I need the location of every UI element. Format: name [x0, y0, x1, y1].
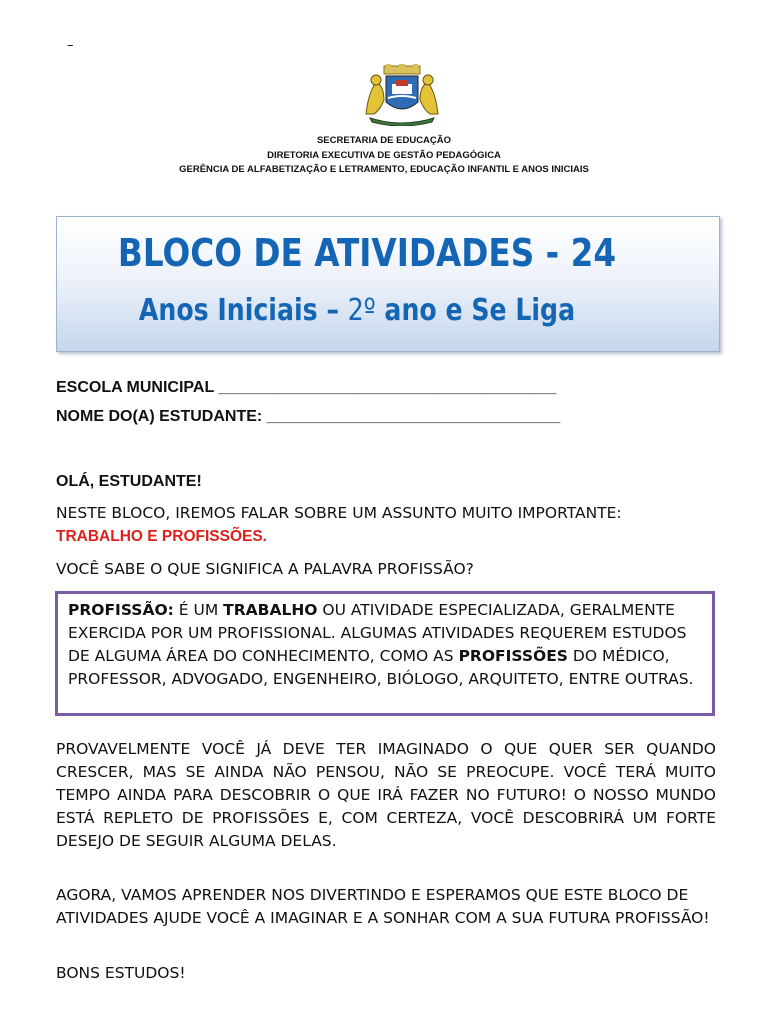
directorate-line: DIRETORIA EXECUTIVA DE GESTÃO PEDAGÓGICA: [267, 149, 501, 161]
topic-highlight: TRABALHO E PROFISSÕES.: [56, 528, 267, 545]
municipal-seal-logo: [362, 64, 442, 126]
definition-box: [55, 591, 715, 716]
definition-part1: É UM: [173, 601, 224, 619]
definition-term: PROFISSÃO:: [68, 601, 174, 619]
management-line: GERÊNCIA DE ALFABETIZAÇÃO E LETRAMENTO, EDUCAÇÃO INFANTIL E ANOS INICIAIS: [179, 164, 589, 175]
paragraph-future: PROVAVELMENTE VOCÊ JÁ DEVE TER IMAGINADO O QUE QUER SER QUANDO CRESCER, MAS SE AINDA NÃO PENSOU, NÃO SE PREOCUPE. VOCÊ TERÁ MUITO TEMPO AINDA PARA DESCOBRIR O QUE IRÁ FAZER NO FUTURO! O NOSSO MUNDO ESTÁ REPLETO DE PROFISSÕES E, COM CERTEZA, VOCÊ DESCOBRIRÁ UM FORTE DESEJO DE SEGUIR ALGUMA DELAS.: [56, 740, 716, 850]
grade-subtitle: [105, 293, 609, 328]
definition-part2: OU ATIVIDADE ESPECIALIZADA, GERALMENTE EXERCIDA POR UM PROFISSIONAL. ALGUMAS ATIVIDADES REQUEREM ESTUDOS DE ALGUMA ÁREA DO CONHECIMENTO, COMO AS: [68, 601, 687, 665]
intro-paragraph: [56, 502, 716, 548]
paragraph-learning: AGORA, VAMOS APRENDER NOS DIVERTINDO E ESPERAMOS QUE ESTE BLOCO DE ATIVIDADES AJUDE VOCÊ A IMAGINAR E A SONHAR COM A SUA FUTURA PROFISSÃO!: [56, 886, 710, 927]
page-mark: –: [67, 38, 74, 53]
activity-block-title: BLOCO DE ATIVIDADES - 24: [117, 231, 617, 275]
definition-part3: DO MÉDICO, PROFESSOR, ADVOGADO, ENGENHEIRO, BIÓLOGO, ARQUITETO, ENTRE OUTRAS.: [68, 647, 694, 688]
definition-professions: PROFISSÕES: [458, 647, 568, 665]
closing-text: BONS ESTUDOS!: [56, 964, 186, 982]
secretariat-line: SECRETARIA DE EDUCAÇÃO: [316, 135, 452, 146]
question: VOCÊ SABE O QUE SIGNIFICA A PALAVRA PROFISSÃO?: [56, 560, 474, 578]
greeting: OLÁ, ESTUDANTE!: [56, 473, 202, 490]
institution-header: [0, 134, 768, 178]
subtitle-part-c: ano e Se Liga: [375, 293, 576, 328]
subtitle-part-a: Anos Iniciais –: [138, 293, 348, 328]
subtitle-grade: 2º: [347, 293, 376, 328]
definition-work: TRABALHO: [223, 601, 318, 619]
title-banner: [56, 216, 720, 352]
school-field[interactable]: ESCOLA MUNICIPAL ______________________________________: [56, 379, 557, 396]
intro-text: NESTE BLOCO, IREMOS FALAR SOBRE UM ASSUNTO MUITO IMPORTANTE:: [56, 504, 622, 522]
student-name-field[interactable]: NOME DO(A) ESTUDANTE: _________________________________: [56, 408, 561, 425]
